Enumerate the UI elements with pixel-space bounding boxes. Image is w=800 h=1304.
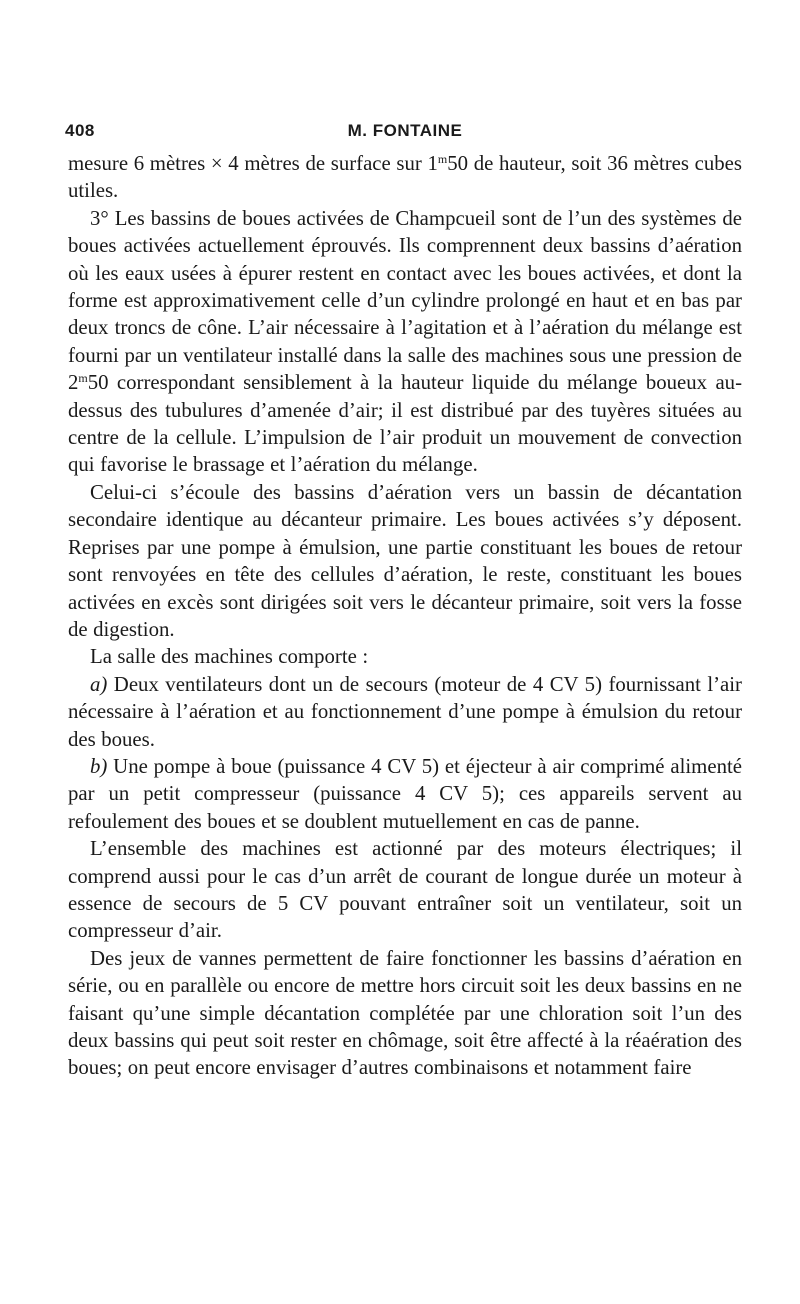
item-label-b: b) bbox=[90, 754, 108, 778]
superscript-meter: m bbox=[437, 152, 448, 166]
paragraph-3: Celui-ci s’écoule des bassins d’aération vers un bassin de décantation secondaire identique au décanteur primaire. Les boues activées s’y déposent. Reprises par une pompe à émulsion, une partie constituant les boues de retour sont renvoyées en tête des cellules d’aération, le reste, constituant les boues activées en excès sont dirigées soit vers le décanteur primaire, soit vers la fosse de digestion. bbox=[68, 480, 742, 641]
item-text-b: Une pompe à boue (puissance 4 CV 5) et éjecteur à air comprimé alimenté par un petit compresseur (puissance 4 CV 5); ces appareils servent au refoulement des boues et se doublent mutuellement en cas de panne. bbox=[68, 754, 742, 833]
running-title: M. FONTAINE bbox=[347, 121, 463, 140]
paragraph-7: L’ensemble des machines est actionné par des moteurs électriques; il comprend aussi pour le cas d’un arrêt de courant de longue durée un moteur à essence de secours de 5 CV pouvant entraîner soit un ventilateur, soit un compresseur d’air. bbox=[68, 837, 742, 943]
times-sign: × bbox=[205, 152, 229, 175]
paragraph-8: Des jeux de vannes permettent de faire fonctionner les bassins d’aération en série, ou en parallèle ou encore de mettre hors circuit soit les deux bassins en ne faisant qu’une simple décantation complétée par une chloration soit l’un des deux bassins qui peut soit rester en chômage, soit être affecté à la réaération des boues; on peut encore envisager d’autres combinaisons et notamment faire bbox=[68, 946, 742, 1080]
document-page bbox=[65, 118, 743, 1268]
paragraph-2-end: 50 correspondant sensiblement à la hauteur liquide du mélange boueux au-dessus des tubulures d’amenée d’air; il est distribué par des tuyères situées au centre de la cellule. L’impulsion de l’air produit un mouvement de convection qui favorise le brassage et l’aération du mélange. bbox=[68, 371, 742, 477]
item-label-a: a) bbox=[90, 672, 108, 696]
body-text bbox=[68, 150, 742, 1082]
paragraph-2 bbox=[68, 205, 742, 479]
paragraph-1 bbox=[68, 150, 742, 205]
paragraph-1-part-c: 50 de hauteur, soit 36 mètres cubes utiles. bbox=[68, 152, 743, 203]
paragraph-6 bbox=[68, 753, 742, 835]
paragraph-1-part-b: 4 mètres de surface sur 1 bbox=[228, 152, 438, 175]
item-text-a: Deux ventilateurs dont un de secours (moteur de 4 CV 5) fournissant l’air nécessaire à l’aération et au fonctionnement d’une pompe à émulsion du retour des boues. bbox=[68, 672, 742, 751]
paragraph-4: La salle des machines comporte : bbox=[90, 645, 369, 669]
superscript-meter-2: m bbox=[78, 371, 88, 386]
running-head bbox=[65, 118, 742, 150]
paragraph-1-part-a: mesure 6 mètres bbox=[68, 152, 206, 175]
paragraph-2-text: 3° Les bassins de boues activées de Champcueil sont de l’un des systèmes de boues activées actuellement éprouvés. Ils comprennent deux bassins d’aération où les eaux usées à épurer restent en contact avec les boues activées, et dont la forme est approximativement celle d’un cylindre prolongé en haut et en bas par deux troncs de cône. L’air nécessaire à l’agitation et à l’aération du mélange est fourni par un ventilateur installé dans la salle des machines sous une pression de 2 bbox=[68, 206, 742, 395]
page-number: 408 bbox=[65, 121, 95, 140]
paragraph-5 bbox=[68, 671, 742, 753]
